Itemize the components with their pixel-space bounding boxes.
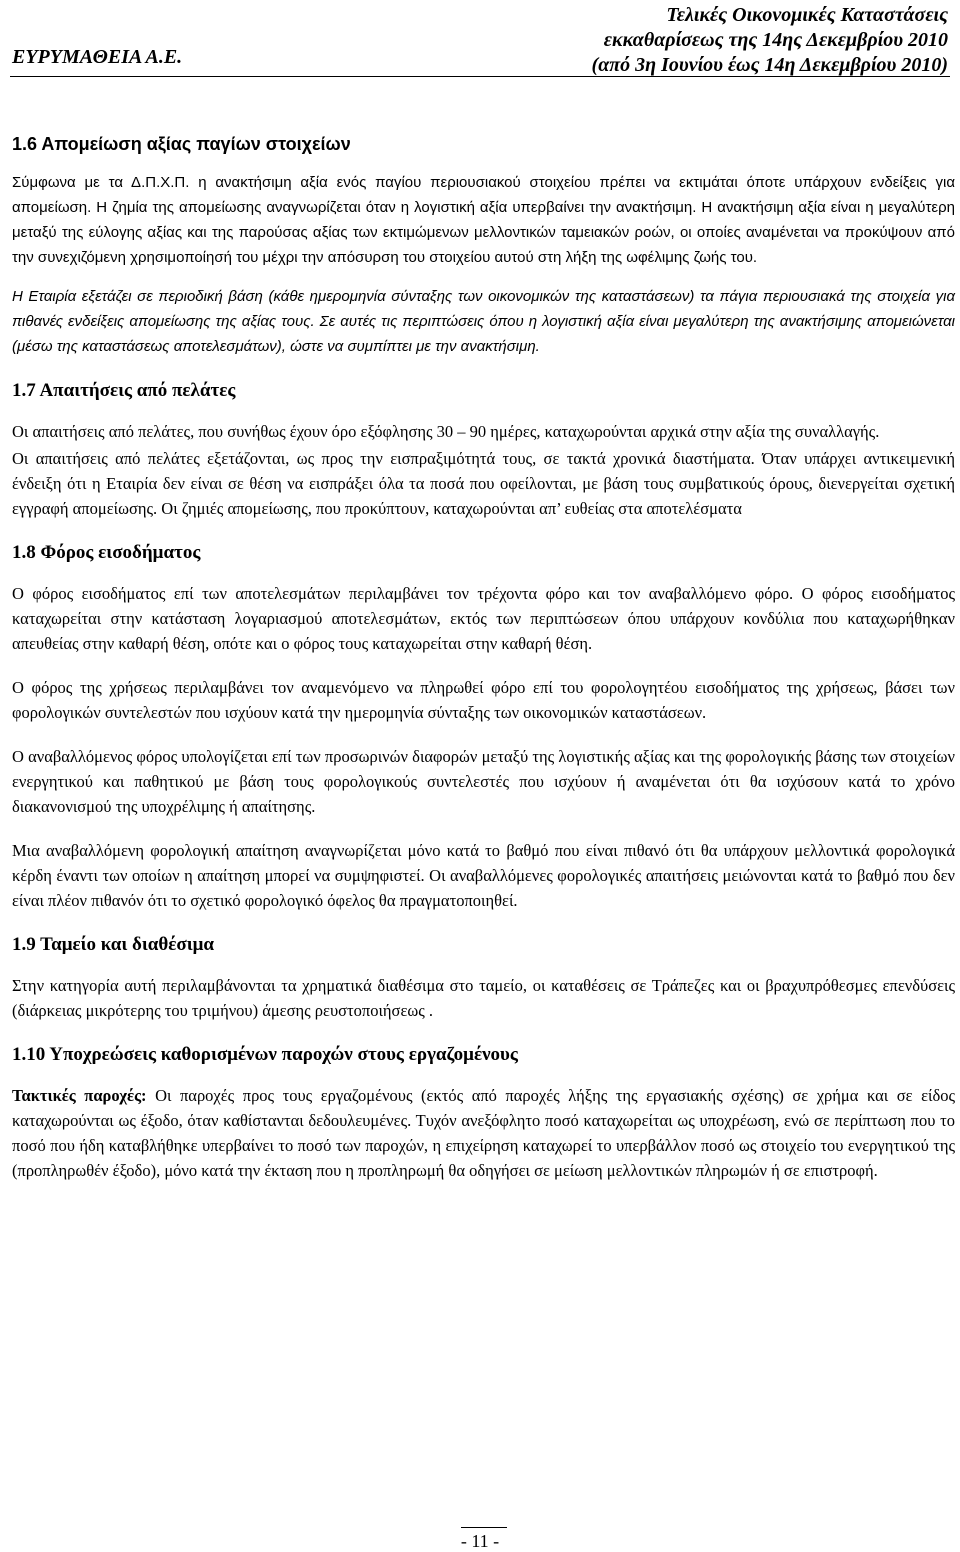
report-period: (από 3η Ιουνίου έως 14η Δεκεμβρίου 2010) bbox=[591, 54, 948, 76]
page-number-rule bbox=[461, 1527, 507, 1528]
section-heading-1-10 bbox=[12, 1042, 955, 1068]
report-title-block bbox=[592, 3, 948, 78]
paragraph-income-tax-4: Μια αναβαλλόμενη φορολογική απαίτηση αναγνωρίζεται μόνο κατά το βαθμό που είναι πιθανό ότι θα υπάρχουν μελλοντικά φορολογικά κέρδη έναντι των οποίων η απαίτηση μπορεί να συμψηφιστεί. Οι αναβαλλόμενες φορολογικές απαιτήσεις μειώνονται κατά το βαθμό που δεν είναι πλέον πιθανόν ότι το σχετικό φορολογικό όφελος θα πραγματοποιηθεί. bbox=[12, 841, 955, 910]
paragraph-impairment-1: Σύμφωνα με τα Δ.Π.Χ.Π. η ανακτήσιμη αξία ενός παγίου περιουσιακού στοιχείου πρέπει να εκτιμάται όποτε υπάρχουν ενδείξεις για απομείωση. Η ζημία της απομείωσης αναγνωρίζεται όταν η λογιστική αξία υπερβαίνει την ανακτήσιμη. Η ανακτήσιμη αξία είναι η μεγαλύτερη μεταξύ της εύλογης αξίας και της παρούσας αξίας των εκτιμώμενων μελλοντικών ταμειακών ροών, οι οποίες αναμένεται να προκύψουν από την συνεχιζόμενη χρησιμοποίησή του μέχρι την απόσυρση του στοιχείου αυτού στη λήξη της ωφέλιμης ζωής του. bbox=[12, 174, 955, 266]
paragraph-income-tax-1: Ο φόρος εισοδήματος επί των αποτελεσμάτων περιλαμβάνει τον τρέχοντα φόρο και τον αναβαλλόμενο φόρο. Ο φόρος εισοδήματος καταχωρείται στην κατάσταση λογαριασμού αποτελεσμάτων, εκτός των περιπτώσεων όπου υπάρχουν κονδύλια που καταχωρήθηκαν απευθείας στην καθαρή θέση, οπότε και ο φόρος τους καταχωρείται στην καθαρή θέση. bbox=[12, 584, 955, 653]
report-title: Τελικές Οικονομικές Καταστάσεις bbox=[666, 4, 948, 26]
section-heading-1-7 bbox=[12, 378, 955, 404]
paragraph-body: Οι παροχές προς τους εργαζομένους (εκτός από παροχές λήξης της εργασιακής σχέσης) σε χρήμα και σε είδος καταχωρούνται ως έξοδο, όταν καθίστανται δεδουλευμένες. Τυχόν ανεξόφλητο ποσό καταχωρείται ως υποχρέωση, ενώ σε περίπτωση που το ποσό που ήδη καταβλήθηκε υπερβαίνει το ποσό των παροχών, η επιχείρηση καταχωρεί το υπερβάλλον ποσό ως στοιχείο του ενεργητικού της (προπληρωθέν έξοδο), μόνο κατά την έκταση που η προπληρωμή θα οδηγήσει σε μείωση μελλοντικών πληρωμών ή σε επιστροφή. bbox=[12, 1086, 955, 1180]
paragraph-cash: Στην κατηγορία αυτή περιλαμβάνονται τα χρηματικά διαθέσιμα στο ταμείο, οι καταθέσεις σε Τράπεζες και οι βραχυπρόθεσμες επενδύσεις (διάρκειας μικρότερης του τριμήνου) άμεσης ρευστοποιήσεως . bbox=[12, 976, 955, 1020]
page-number: - 11 - bbox=[460, 1531, 500, 1551]
section-number: 1.8 bbox=[12, 542, 36, 563]
section-heading-1-8 bbox=[12, 540, 955, 566]
section-title: Φόρος εισοδήματος bbox=[40, 542, 201, 563]
section-number: 1.7 bbox=[12, 380, 36, 401]
paragraph-receivables-2: Οι απαιτήσεις από πελάτες εξετάζονται, ως προς την εισπραξιμότητά τους, σε τακτά χρονικά διαστήματα. Όταν υπάρχει αντικειμενική ένδειξη ότι η Εταιρία δεν είναι σε θέση να εισπράξει όλα τα ποσά που οφείλονται, με βάση τους συμβατικούς όρους, διενεργείται σχετική εγγραφή απομείωσης. Οι ζημιές απομείωσης, που προκύπτουν, καταχωρούνται απ’ ευθείας στα αποτελέσματα bbox=[12, 449, 955, 518]
document-body bbox=[12, 131, 955, 1183]
header-divider bbox=[10, 76, 950, 77]
paragraph-receivables-1: Οι απαιτήσεις από πελάτες, που συνήθως έχουν όρο εξόφλησης 30 – 90 ημέρες, καταχωρούνται αρχικά στην αξία της συναλλαγής. bbox=[12, 422, 880, 441]
paragraph-employee-benefits bbox=[12, 1083, 955, 1183]
section-title: Υποχρεώσεις καθορισμένων παροχών στους εργαζομένους bbox=[49, 1044, 518, 1065]
section-number: 1.9 bbox=[12, 934, 36, 955]
report-subtitle: εκκαθαρίσεως της 14ης Δεκεμβρίου 2010 bbox=[603, 29, 948, 51]
section-number: 1.10 bbox=[12, 1044, 46, 1065]
company-name: ΕΥΡΥΜΑΘΕΙΑ Α.Ε. bbox=[12, 46, 183, 68]
paragraph-income-tax-2: Ο φόρος της χρήσεως περιλαμβάνει τον αναμενόμενο να πληρωθεί φόρο επί του φορολογητέου εισοδήματος της χρήσεως, βάσει των φορολογικών συντελεστών που ισχύουν κατά την ημερομηνία σύνταξης των οικονομικών καταστάσεων. bbox=[12, 678, 955, 722]
section-heading-1-9 bbox=[12, 932, 955, 958]
paragraph-impairment-2: Η Εταιρία εξετάζει σε περιοδική βάση (κάθε ημερομηνία σύνταξης των οικονομικών της καταστάσεων) τα πάγια περιουσιακά της στοιχεία για πιθανές ενδείξεις απομείωσης της αξίας τους. Σε αυτές τις περιπτώσεις όπου η λογιστική αξία είναι μεγαλύτερη της ανακτήσιμης απομειώνεται (μέσω της καταστάσεως αποτελεσμάτων), ώστε να συμπίπτει με την ανακτήσιμη. bbox=[12, 288, 955, 355]
section-title: Απαιτήσεις από πελάτες bbox=[39, 380, 236, 401]
section-title: Ταμείο και διαθέσιμα bbox=[40, 934, 214, 955]
paragraph-income-tax-3: Ο αναβαλλόμενος φόρος υπολογίζεται επί των προσωρινών διαφορών μεταξύ της λογιστικής αξίας και της φορολογικής βάσης των στοιχείων ενεργητικού και παθητικού με βάση τους φορολογικούς συντελεστές που ισχύουν ή αναμένεται ότι θα ισχύσουν κατά το χρόνο διακανονισμού της υποχρέλιμης ή απαίτησης. bbox=[12, 747, 955, 816]
section-heading-1-6: 1.6 Απομείωση αξίας παγίων στοιχείων bbox=[12, 134, 351, 154]
paragraph-lead: Τακτικές παροχές: bbox=[12, 1086, 147, 1105]
